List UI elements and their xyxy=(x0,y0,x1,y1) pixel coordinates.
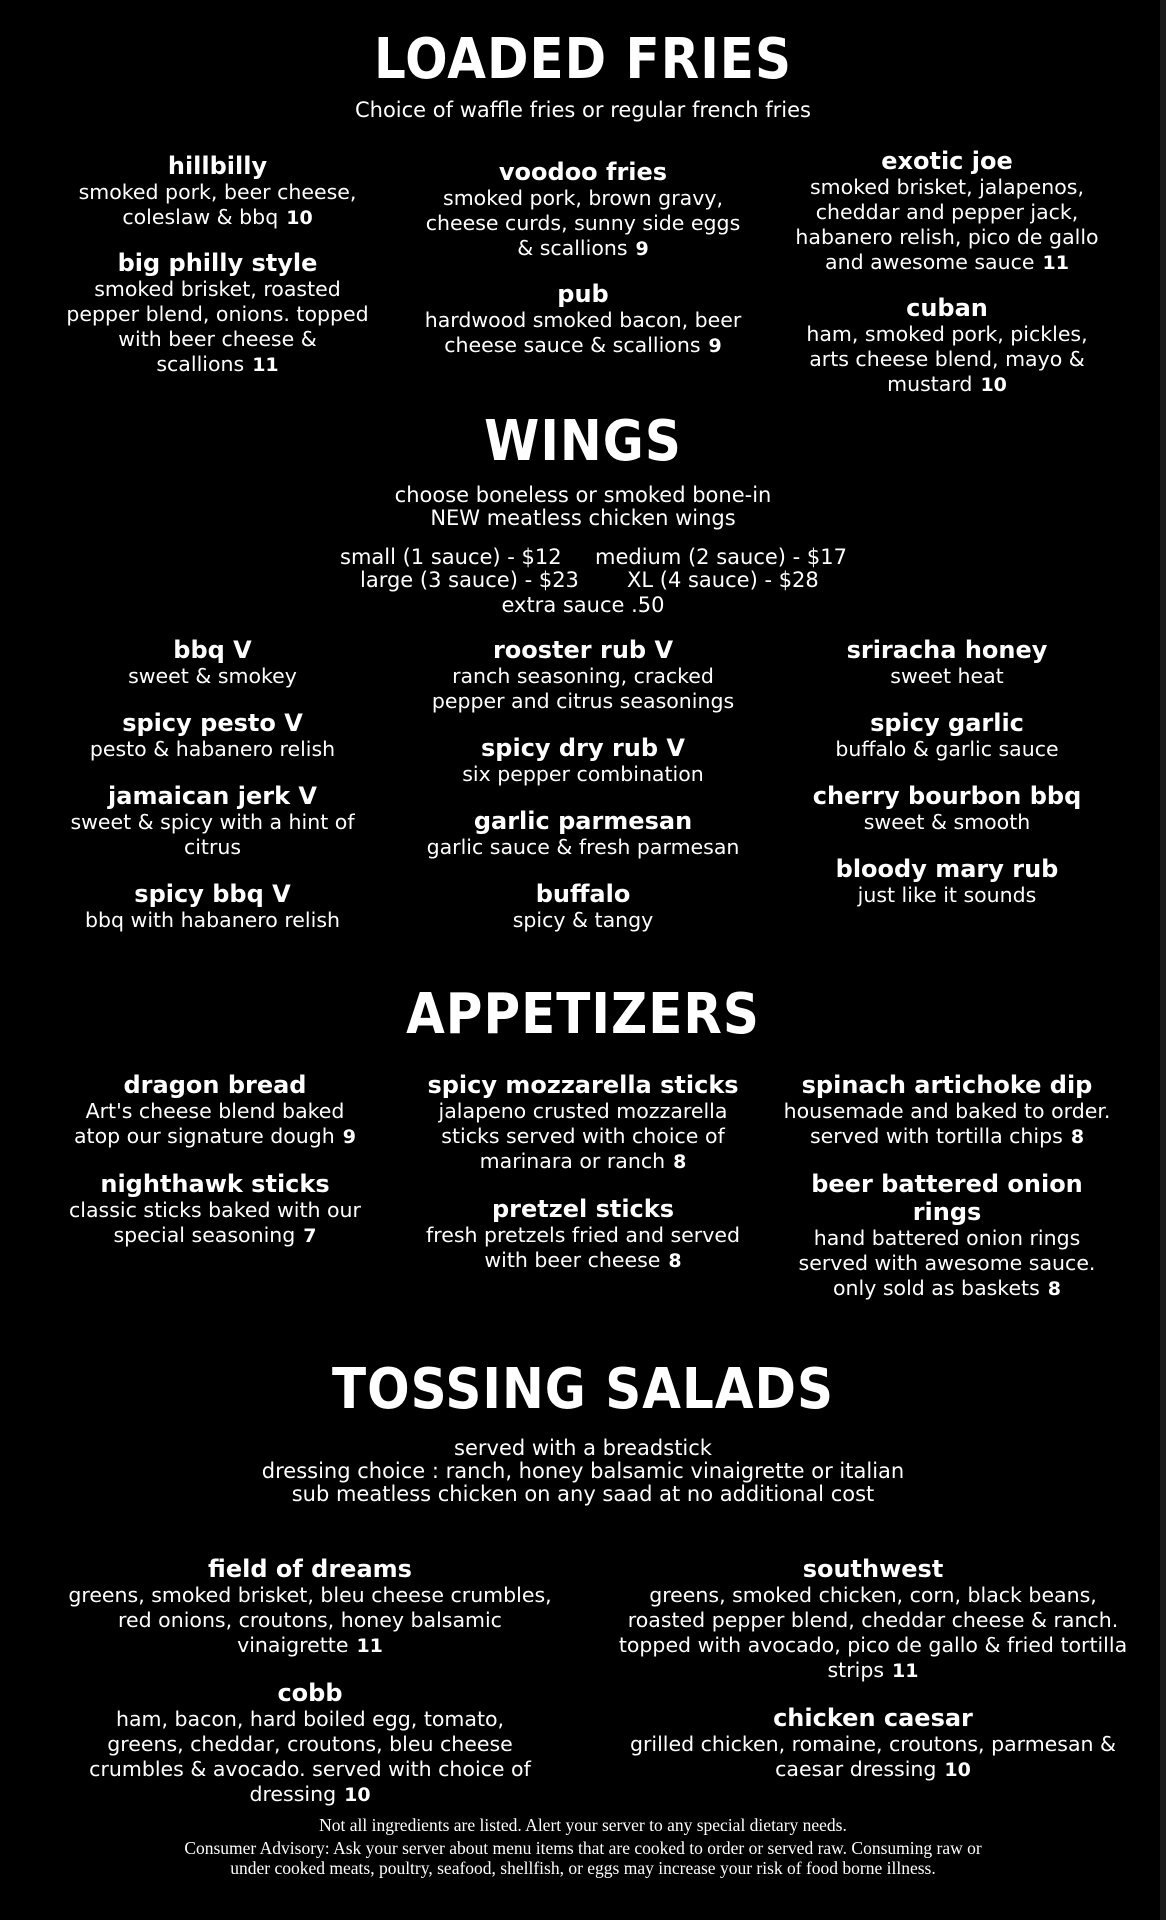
menu-item xyxy=(418,880,748,933)
menu-item xyxy=(418,280,748,359)
loaded-fries-title: LOADED FRIES xyxy=(374,26,792,92)
item-name: dragon bread xyxy=(123,1071,307,1099)
item-desc: ham, bacon, hard boiled egg, tomato, greens, cheddar, croutons, bleu cheese crumbles & avocado. served with choice of dressing 10 xyxy=(89,1707,531,1806)
wings-info-line-1: choose boneless or smoked bone-in xyxy=(394,483,772,507)
item-desc: sweet & smokey xyxy=(128,664,297,688)
menu-item xyxy=(60,636,365,689)
item-name: spicy pesto V xyxy=(122,709,303,737)
menu-item xyxy=(60,709,365,762)
item-name: cuban xyxy=(906,294,988,322)
menu-item xyxy=(418,1195,748,1274)
item-name: bloody mary rub xyxy=(835,855,1059,883)
menu-item xyxy=(55,249,380,378)
item-desc: bbq with habanero relish xyxy=(85,908,340,932)
item-desc: sweet heat xyxy=(890,664,1004,688)
item-desc: grilled chicken, romaine, croutons, parmesan & caesar dressing 10 xyxy=(629,1732,1117,1781)
item-desc: Art's cheese blend baked atop our signature dough 9 xyxy=(73,1099,357,1148)
menu-item xyxy=(60,1170,370,1249)
item-name: spicy garlic xyxy=(870,709,1024,737)
item-name: chicken caesar xyxy=(773,1704,973,1732)
item-name: spinach artichoke dip xyxy=(801,1071,1093,1099)
item-desc: smoked pork, beer cheese, coleslaw & bbq 10 xyxy=(78,180,357,229)
menu-item xyxy=(788,294,1106,398)
item-name: cobb xyxy=(277,1679,343,1707)
item-name: exotic joe xyxy=(881,147,1013,175)
item-desc: just like it sounds xyxy=(857,883,1037,907)
item-name: rooster rub V xyxy=(492,636,674,664)
menu-item xyxy=(418,1071,748,1175)
item-desc: garlic sauce & fresh parmesan xyxy=(426,835,740,859)
wings-size-medium: medium (2 sauce) - $17 xyxy=(595,545,847,569)
item-price: 11 xyxy=(356,1635,383,1657)
item-desc: greens, smoked brisket, bleu cheese crumbles, red onions, croutons, honey balsamic vinaigrette 11 xyxy=(68,1583,552,1657)
item-desc: ham, smoked pork, pickles, arts cheese blend, mayo & mustard 10 xyxy=(806,322,1088,396)
item-name: big philly style xyxy=(117,249,318,277)
item-desc: spicy & tangy xyxy=(512,908,654,932)
item-desc: sweet & spicy with a hint of citrus xyxy=(70,810,355,859)
item-price: 11 xyxy=(252,354,279,376)
menu-item xyxy=(60,1679,560,1808)
wings-col-3 xyxy=(788,636,1106,926)
menu-item xyxy=(418,158,748,262)
loaded-fries-col-1 xyxy=(55,152,380,396)
wings-col-1 xyxy=(60,636,365,951)
loaded-fries-subtitle: Choice of waffle fries or regular french fries xyxy=(354,98,811,122)
item-price: 11 xyxy=(892,1660,919,1682)
item-price: 9 xyxy=(635,238,649,260)
item-name: nighthawk sticks xyxy=(100,1170,330,1198)
salads-title: TOSSING SALADS xyxy=(331,1356,835,1422)
footer-advisory-line-1: Consumer Advisory: Ask your server about menu items that are cooked to order or served raw. Consuming raw or xyxy=(184,1838,982,1858)
salads-col-1 xyxy=(60,1555,560,1826)
item-price: 10 xyxy=(944,1759,971,1781)
menu-item xyxy=(788,147,1106,276)
item-desc: smoked brisket, jalapenos, cheddar and pepper jack, habanero relish, pico de gallo and awesome sauce 11 xyxy=(795,175,1099,274)
item-desc: smoked brisket, roasted pepper blend, onions. topped with beer cheese & scallions 11 xyxy=(66,277,369,376)
appetizers-col-3 xyxy=(782,1071,1112,1320)
item-desc: fresh pretzels fried and served with beer cheese 8 xyxy=(426,1223,740,1272)
item-price: 11 xyxy=(1042,252,1069,274)
right-edge-border xyxy=(1160,0,1166,1920)
item-name: jamaican jerk V xyxy=(108,782,317,810)
item-name: voodoo fries xyxy=(498,158,668,186)
item-name: sriracha honey xyxy=(846,636,1048,664)
item-name: spicy dry rub V xyxy=(481,734,685,762)
salads-info-line-2: dressing choice : ranch, honey balsamic vinaigrette or italian xyxy=(261,1459,905,1483)
item-price: 10 xyxy=(980,374,1007,396)
item-name: cherry bourbon bbq xyxy=(812,782,1082,810)
item-price: 9 xyxy=(342,1126,357,1148)
appetizers-col-1 xyxy=(60,1071,370,1267)
footer-advisory-line-2: under cooked meats, poultry, seafood, shellfish, or eggs may increase your risk of food borne illness. xyxy=(230,1858,936,1878)
wings-title: WINGS xyxy=(484,408,682,474)
item-desc: ranch seasoning, cracked pepper and citrus seasonings xyxy=(431,664,735,713)
salads-info-line-3: sub meatless chicken on any saad at no additional cost xyxy=(291,1482,875,1506)
item-name: southwest xyxy=(802,1555,944,1583)
menu-item xyxy=(418,807,748,860)
item-name: buffalo xyxy=(535,880,631,908)
item-name: spicy mozzarella sticks xyxy=(427,1071,739,1099)
item-name: garlic parmesan xyxy=(473,807,693,835)
item-desc: pesto & habanero relish xyxy=(89,737,336,761)
wings-info-line-2: NEW meatless chicken wings xyxy=(430,506,736,530)
menu-item xyxy=(788,709,1106,762)
wings-size-xl: XL (4 sauce) - $28 xyxy=(627,568,819,592)
menu-item xyxy=(60,782,365,860)
item-name: pretzel sticks xyxy=(491,1195,675,1223)
item-price: 9 xyxy=(708,335,722,357)
menu-item xyxy=(788,782,1106,835)
item-name: spicy bbq V xyxy=(134,880,291,908)
item-desc: smoked pork, brown gravy, cheese curds, sunny side eggs & scallions 9 xyxy=(425,186,741,260)
item-name: hillbilly xyxy=(167,152,268,180)
menu-item xyxy=(60,1071,370,1150)
menu-item xyxy=(788,636,1106,689)
item-price: 8 xyxy=(673,1151,687,1173)
salads-col-2 xyxy=(618,1555,1128,1801)
menu-item xyxy=(618,1555,1128,1684)
item-price: 10 xyxy=(344,1784,371,1806)
item-desc: greens, smoked chicken, corn, black beans, roasted pepper blend, cheddar cheese & ranch. topped with avocado, pico de gallo & fried tortilla strips 11 xyxy=(618,1583,1128,1682)
item-desc: hardwood smoked bacon, beer cheese sauce & scallions 9 xyxy=(424,308,742,357)
wings-size-large: large (3 sauce) - $23 xyxy=(360,568,579,592)
menu-item xyxy=(782,1071,1112,1150)
item-price: 10 xyxy=(286,207,313,229)
item-name: beer battered onion rings xyxy=(811,1170,1083,1226)
loaded-fries-col-3 xyxy=(788,147,1106,416)
item-price: 8 xyxy=(1070,1126,1085,1148)
menu-item xyxy=(418,636,748,714)
item-price: 8 xyxy=(668,1250,682,1272)
item-desc: sweet & smooth xyxy=(863,810,1031,834)
item-desc: housemade and baked to order. served with tortilla chips 8 xyxy=(783,1099,1111,1148)
item-name: pub xyxy=(557,280,609,308)
item-name: bbq V xyxy=(173,636,252,664)
menu-item xyxy=(618,1704,1128,1783)
item-desc: jalapeno crusted mozzarella sticks served with choice of marinara or ranch 8 xyxy=(438,1099,728,1173)
wings-col-2 xyxy=(418,636,748,951)
item-name: field of dreams xyxy=(208,1555,412,1583)
item-desc: six pepper combination xyxy=(462,762,704,786)
item-price: 7 xyxy=(303,1225,317,1247)
menu-item xyxy=(782,1170,1112,1302)
menu-item xyxy=(788,855,1106,908)
appetizers-title: APPETIZERS xyxy=(406,981,760,1047)
item-desc: classic sticks baked with our special seasoning 7 xyxy=(69,1198,361,1247)
menu-item xyxy=(60,880,365,933)
salads-info-line-1: served with a breadstick xyxy=(454,1436,712,1460)
wings-extra-sauce: extra sauce .50 xyxy=(501,593,665,617)
wings-size-small: small (1 sauce) - $12 xyxy=(340,545,562,569)
menu-item xyxy=(55,152,380,231)
appetizers-col-2 xyxy=(418,1071,748,1292)
item-desc: buffalo & garlic sauce xyxy=(835,737,1059,761)
item-price: 8 xyxy=(1047,1278,1062,1300)
item-desc: hand battered onion rings served with awesome sauce. only sold as baskets 8 xyxy=(798,1226,1096,1300)
menu-item xyxy=(418,734,748,787)
menu-item xyxy=(60,1555,560,1659)
footer-dietary-notice: Not all ingredients are listed. Alert your server to any special dietary needs. xyxy=(319,1815,847,1835)
loaded-fries-col-2 xyxy=(418,158,748,377)
